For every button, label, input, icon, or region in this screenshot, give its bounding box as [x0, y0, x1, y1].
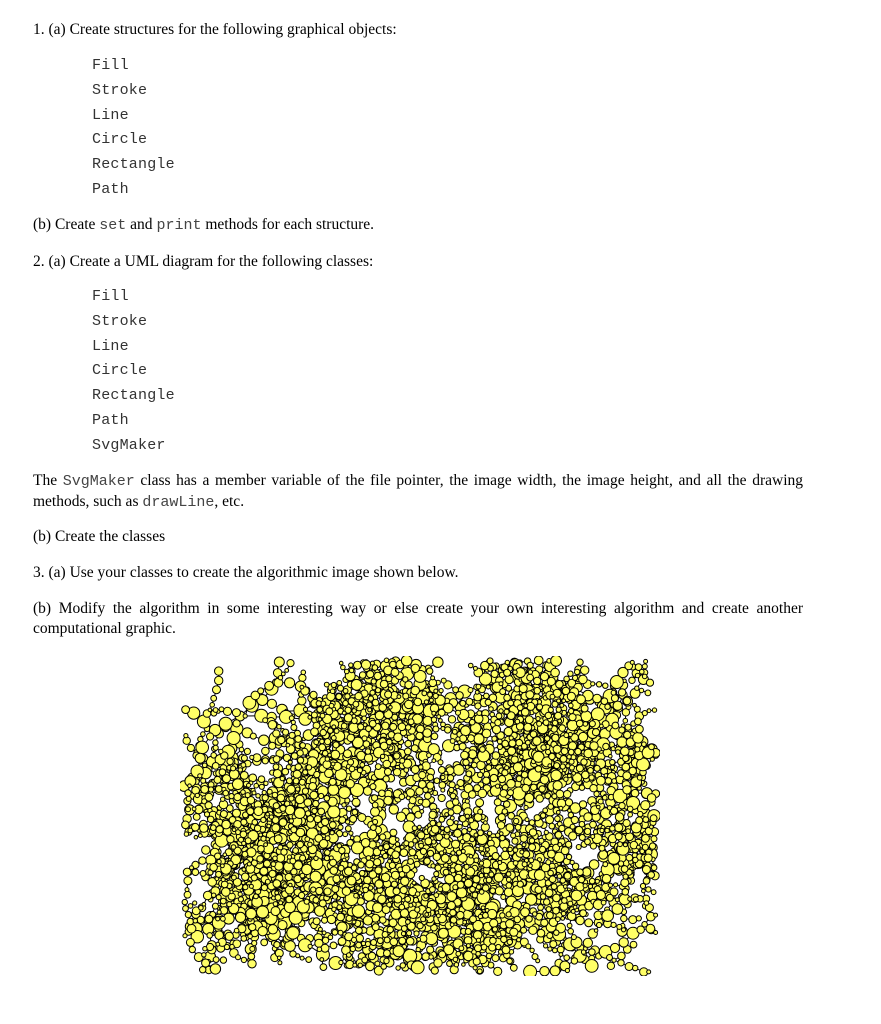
q2-description — [33, 471, 803, 513]
list-item: Fill — [92, 288, 129, 305]
q2-desc-mid: class has a member variable of the file pointer, the image width, the image height, and all the drawing methods, such as — [33, 472, 803, 510]
q2-b-text: (b) Create the classes — [33, 528, 166, 545]
list-item: Line — [92, 106, 129, 124]
q2-desc-suffix: , etc. — [214, 493, 245, 510]
list-item: Stroke — [92, 81, 148, 99]
algorithmic-circle-tree-figure — [180, 656, 660, 976]
q1-b-suffix: methods for each structure. — [201, 216, 375, 233]
list-item: Rectangle — [92, 387, 175, 405]
list-item: Circle — [92, 131, 148, 149]
list-item: Rectangle — [92, 156, 175, 174]
list-item: SvgMaker — [92, 436, 166, 454]
q1-a-heading: 1. (a) Create structures for the following graphical objects: — [33, 21, 397, 38]
code-print: print — [156, 217, 202, 234]
q3-b-text: (b) Modify the algorithm in some interesting way or else create your own interesting algorithm and create another computational graphic. — [33, 600, 803, 637]
q2-class-list — [92, 285, 175, 459]
code-drawline: drawLine — [142, 494, 215, 511]
q2-desc-prefix: The — [33, 472, 63, 489]
q1-b-text — [33, 215, 803, 236]
list-item: Fill — [92, 57, 129, 74]
q1-b-prefix: (b) Create — [33, 216, 100, 233]
list-item: Path — [92, 180, 129, 198]
q3-a-text: 3. (a) Use your classes to create the algorithmic image shown below. — [33, 564, 459, 581]
list-item: Circle — [92, 362, 148, 380]
list-item: Line — [92, 337, 129, 355]
list-item: Stroke — [92, 312, 148, 330]
code-set: set — [99, 217, 127, 234]
list-item: Path — [92, 411, 129, 429]
q1-b-mid: and — [126, 216, 157, 233]
q1-structure-list — [92, 54, 175, 203]
q2-a-heading: 2. (a) Create a UML diagram for the following classes: — [33, 253, 374, 270]
code-svgmaker: SvgMaker — [62, 473, 135, 490]
